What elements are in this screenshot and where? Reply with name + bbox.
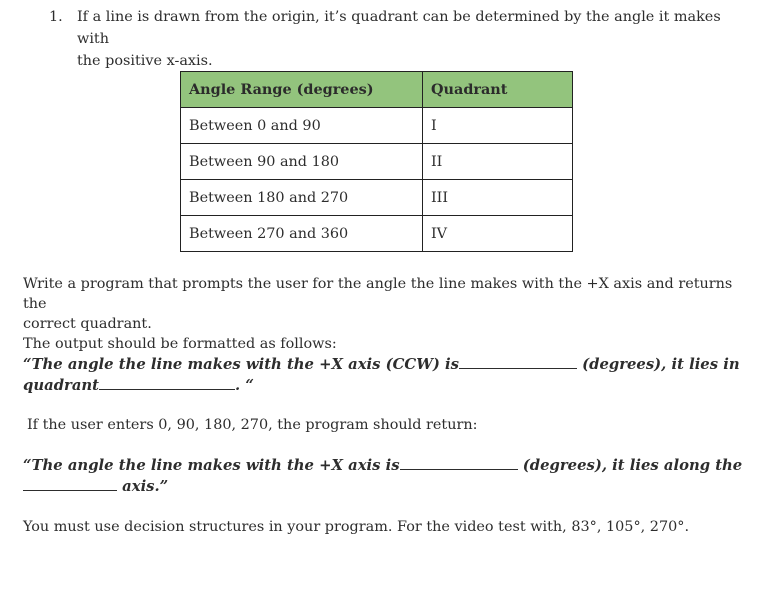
format2-text-degrees: (degrees), it lies along the	[522, 457, 743, 474]
question-number: 1.	[49, 9, 63, 25]
quadrant-cell: II	[423, 144, 573, 180]
format-text-degrees: (degrees), it lies in	[582, 356, 740, 373]
format-line-1	[23, 354, 743, 375]
format-line-2	[23, 375, 743, 396]
special-case-text: If the user enters 0, 90, 180, 270, the program should return:	[27, 417, 478, 433]
quadrant-cell: IV	[423, 216, 573, 252]
format-text-end: . “	[235, 377, 254, 394]
format-text-start: “The angle the line makes with the +X axis (CCW) is	[23, 356, 459, 373]
table-row	[181, 108, 573, 144]
prompt-line-3: The output should be formatted as follows:	[23, 336, 337, 352]
table-row	[181, 216, 573, 252]
table-header-row	[181, 72, 573, 108]
header-quadrant: Quadrant	[423, 72, 573, 108]
quadrant-cell: III	[423, 180, 573, 216]
prompt-line-2: correct quadrant.	[23, 316, 152, 332]
output-format-quadrant	[23, 354, 743, 396]
angle-blank	[400, 455, 518, 470]
question-line-1: If a line is drawn from the origin, it’s quadrant can be determined by the angle it makes with	[77, 9, 721, 47]
table-row	[181, 180, 573, 216]
quadrant-table	[180, 71, 573, 252]
format2-text-start: “The angle the line makes with the +X axis is	[23, 457, 400, 474]
table-row	[181, 144, 573, 180]
quadrant-cell: I	[423, 108, 573, 144]
angle-range-cell: Between 270 and 360	[181, 216, 423, 252]
format2-text-end: axis.”	[122, 478, 169, 495]
angle-blank	[459, 354, 577, 369]
header-angle-range: Angle Range (degrees)	[181, 72, 423, 108]
angle-range-cell: Between 90 and 180	[181, 144, 423, 180]
axis-blank	[23, 476, 117, 491]
format2-line-1	[23, 455, 743, 476]
prompt-line-1: Write a program that prompts the user for the angle the line makes with the +X axis and returns the	[23, 276, 733, 312]
quadrant-blank	[99, 375, 235, 390]
footer-note: You must use decision structures in your program. For the video test with, 83°, 105°, 270°.	[23, 519, 690, 535]
question-text	[77, 6, 737, 72]
output-format-axis	[23, 455, 743, 497]
question-line-2: the positive x-axis.	[77, 53, 213, 69]
format2-line-2	[23, 476, 743, 497]
angle-range-cell: Between 0 and 90	[181, 108, 423, 144]
angle-range-cell: Between 180 and 270	[181, 180, 423, 216]
format-text-quadrant: quadrant	[23, 377, 100, 394]
prompt-paragraph	[23, 274, 743, 354]
